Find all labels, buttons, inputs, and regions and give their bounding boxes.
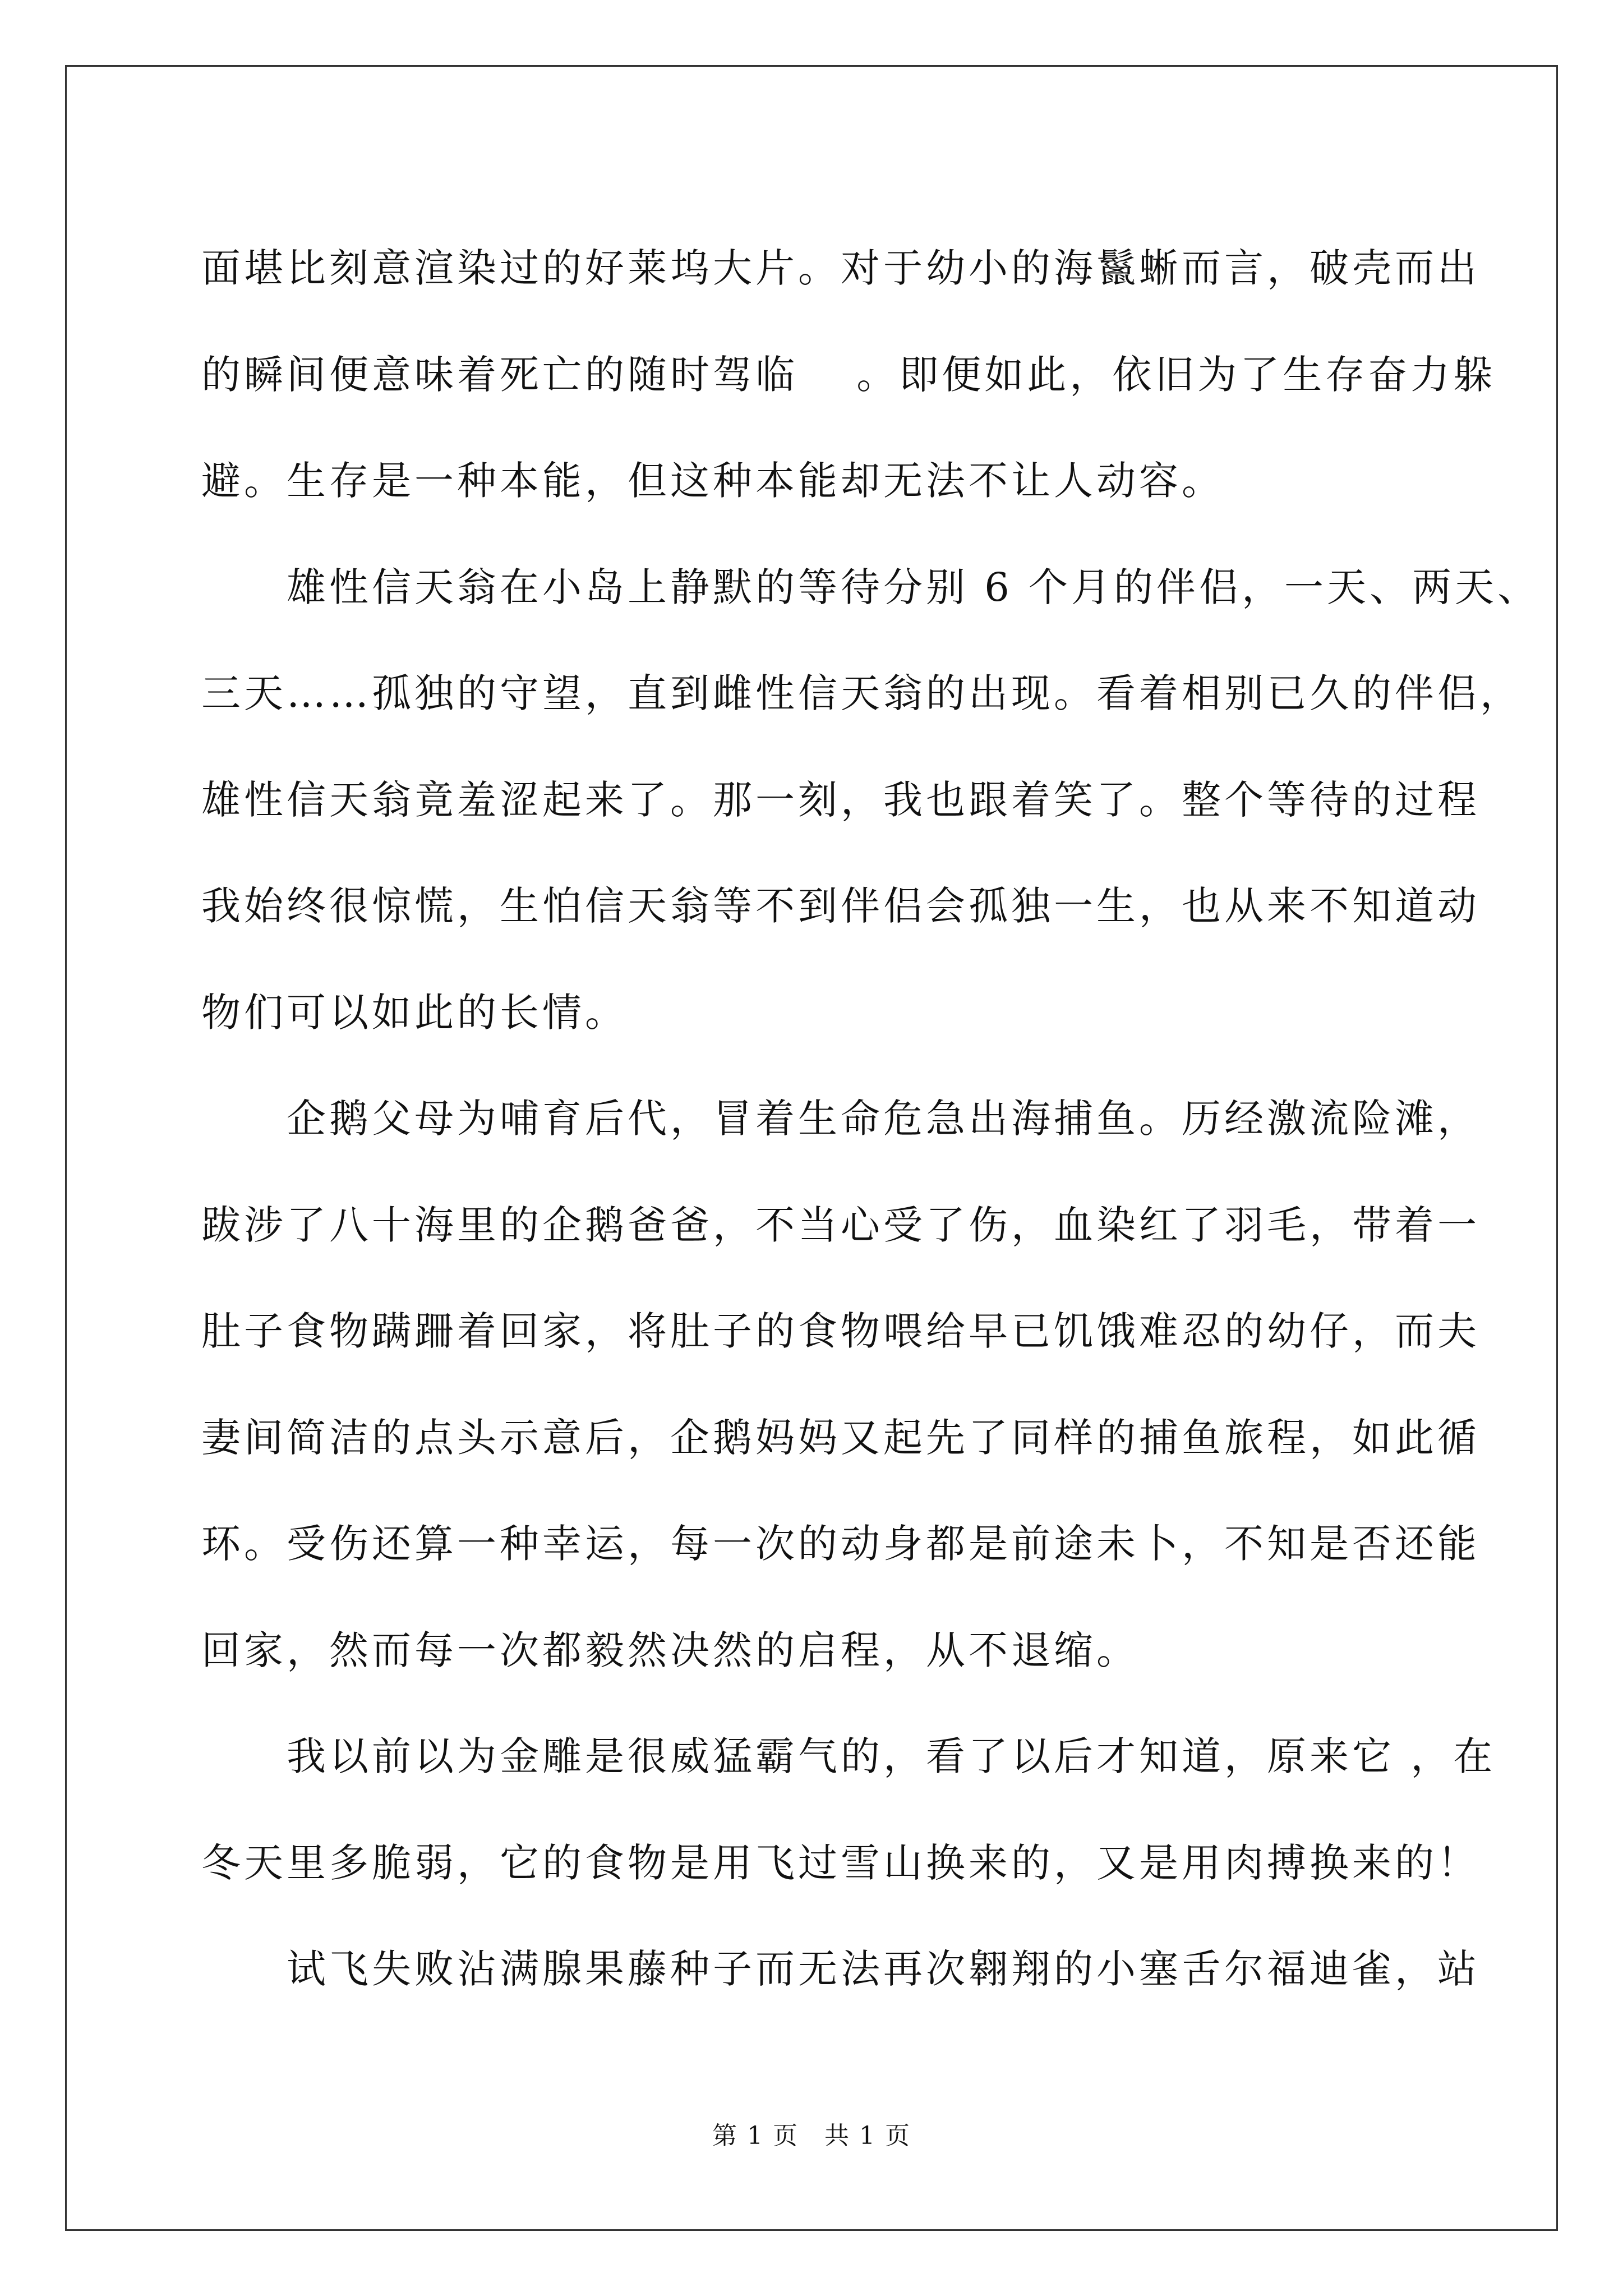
text-line: 面堪比刻意渲染过的好莱坞大片。对于幼小的海鬣蜥而言，破壳而出 [201,245,1480,291]
text-line: 环。受伤还算一种幸运，每一次的动身都是前途未卜，不知是否还能 [201,1521,1480,1567]
text-line: 的瞬间便意味着死亡的随时驾临 。即便如此，依旧为了生存奋力躲 [201,351,1496,398]
text-line: 肚子食物蹒跚着回家，将肚子的食物喂给早已饥饿难忍的幼仔，而夫 [201,1308,1480,1354]
text-line: 冬天里多脆弱，它的食物是用飞过雪山换来的，又是用肉搏换来的！ [201,1839,1480,1886]
text-line: 物们可以如此的长情。 [201,989,628,1036]
text-line: 我以前以为金雕是很威猛霸气的，看了以后才知道，原来它 ，在 [201,1733,1496,1779]
text-line: 雄性信天翁竟羞涩起来了。那一刻，我也跟着笑了。整个等待的过程 [201,776,1480,823]
text-line: 回家，然而每一次都毅然决然的启程，从不退缩。 [201,1627,1139,1673]
text-line: 妻间简洁的点头示意后，企鹅妈妈又起先了同样的捕鱼旅程，如此循 [201,1414,1480,1461]
text-line: 我始终很惊慌，生怕信天翁等不到伴侣会孤独一生，也从来不知道动 [201,883,1480,929]
text-line: 跋涉了八十海里的企鹅爸爸，不当心受了伤，血染红了羽毛，带着一 [201,1202,1480,1248]
text-line: 试飞失败沾满腺果藤种子而无法再次翱翔的小塞舌尔福迪雀，站 [201,1946,1480,1992]
document-body [201,215,1541,2023]
page-footer: 第 1 页 共 1 页 [712,2122,911,2150]
text-line: 企鹅父母为哺育后代，冒着生命危急出海捕鱼。历经激流险滩， [201,1096,1480,1142]
text-line: 避。生存是一种本能，但这种本能却无法不让人动容。 [201,458,1224,504]
text-line: 雄性信天翁在小岛上静默的等待分别 6 个月的伴侣，一天、两天、 [201,564,1541,610]
text-line: 三天……孤独的守望，直到雌性信天翁的出现。看着相别已久的伴侣， [201,670,1523,716]
